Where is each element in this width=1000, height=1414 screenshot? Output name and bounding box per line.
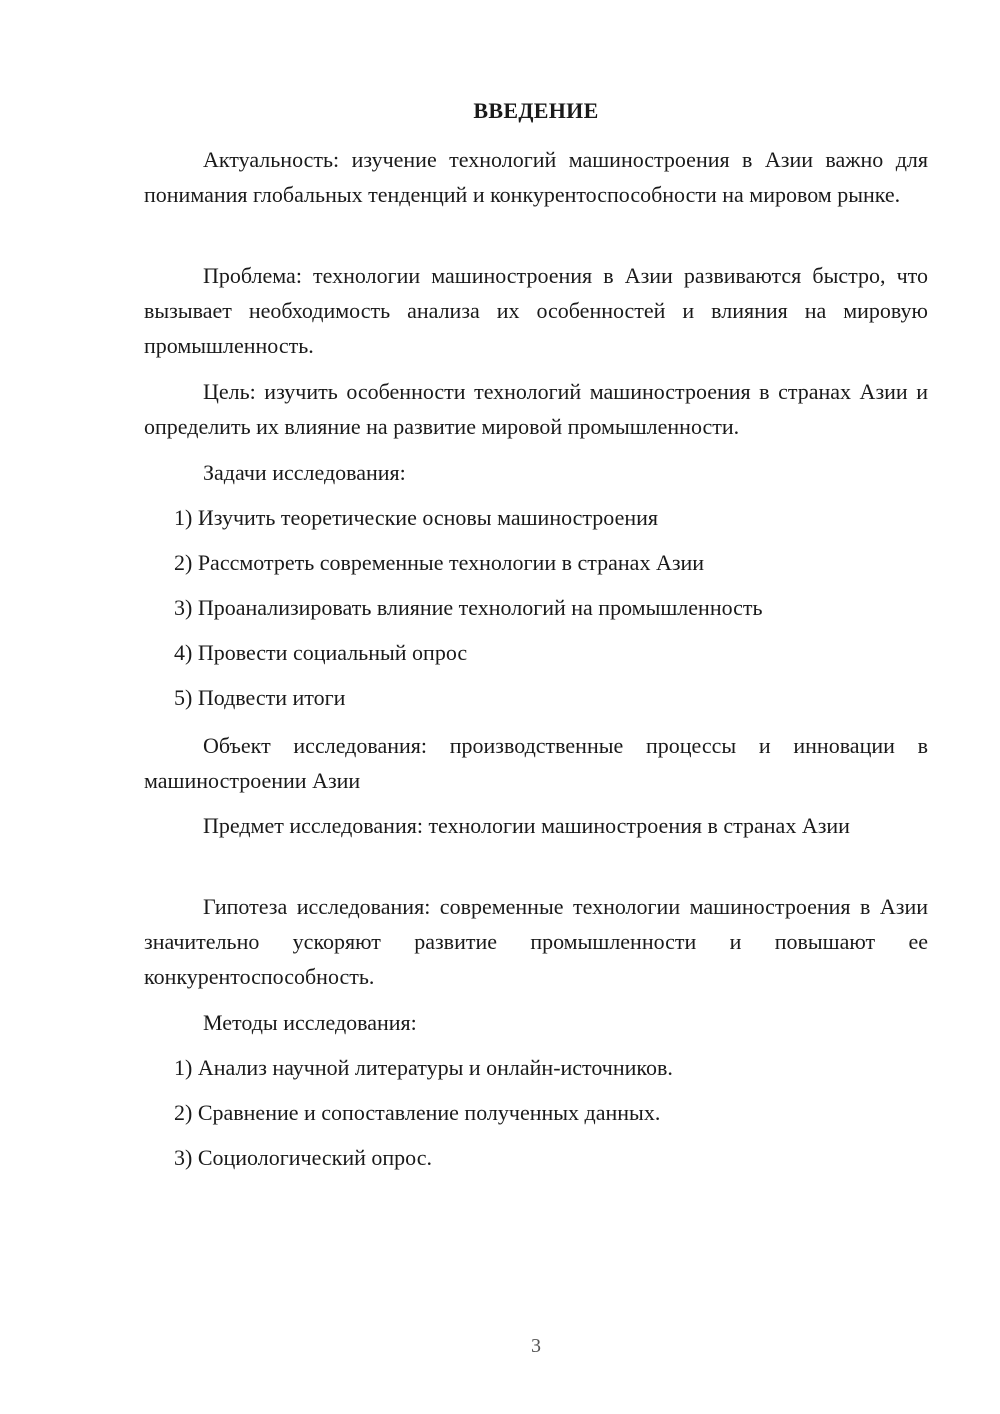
hypothesis-paragraph: Гипотеза исследования: современные технологии машиностроения в Азии значительно ускоряют развитие промышленности и повышают ее конкурентоспособность. [144, 894, 928, 989]
methods-heading: Методы исследования: [203, 1010, 417, 1035]
method-item: 3) Социологический опрос. [174, 1145, 432, 1170]
page-number: 3 [531, 1335, 541, 1357]
problem-paragraph: Проблема: технологии машиностроения в Азии развиваются быстро, что вызывает необходимость анализа их особенностей и влияния на мировую промышленность. [144, 263, 928, 358]
goal-paragraph: Цель: изучить особенности технологий машиностроения в странах Азии и определить их влияние на развитие мировой промышленности. [144, 379, 928, 439]
method-item: 1) Анализ научной литературы и онлайн-источников. [174, 1055, 673, 1080]
tasks-heading: Задачи исследования: [203, 460, 406, 485]
section-title: ВВЕДЕНИЕ [473, 98, 599, 123]
task-item: 3) Проанализировать влияние технологий на промышленность [174, 595, 763, 620]
task-item: 2) Рассмотреть современные технологии в странах Азии [174, 550, 705, 575]
task-item: 1) Изучить теоретические основы машиностроения [174, 505, 658, 530]
subject-paragraph: Предмет исследования: технологии машиностроения в странах Азии [203, 813, 850, 838]
method-item: 2) Сравнение и сопоставление полученных данных. [174, 1100, 661, 1125]
task-item: 4) Провести социальный опрос [174, 640, 468, 665]
task-item: 5) Подвести итоги [174, 685, 346, 710]
object-paragraph: Объект исследования: производственные процессы и инновации в машиностроении Азии [144, 733, 928, 793]
relevance-paragraph: Актуальность: изучение технологий машиностроения в Азии важно для понимания глобальных тенденций и конкурентоспособности на мировом рынке. [144, 147, 928, 207]
